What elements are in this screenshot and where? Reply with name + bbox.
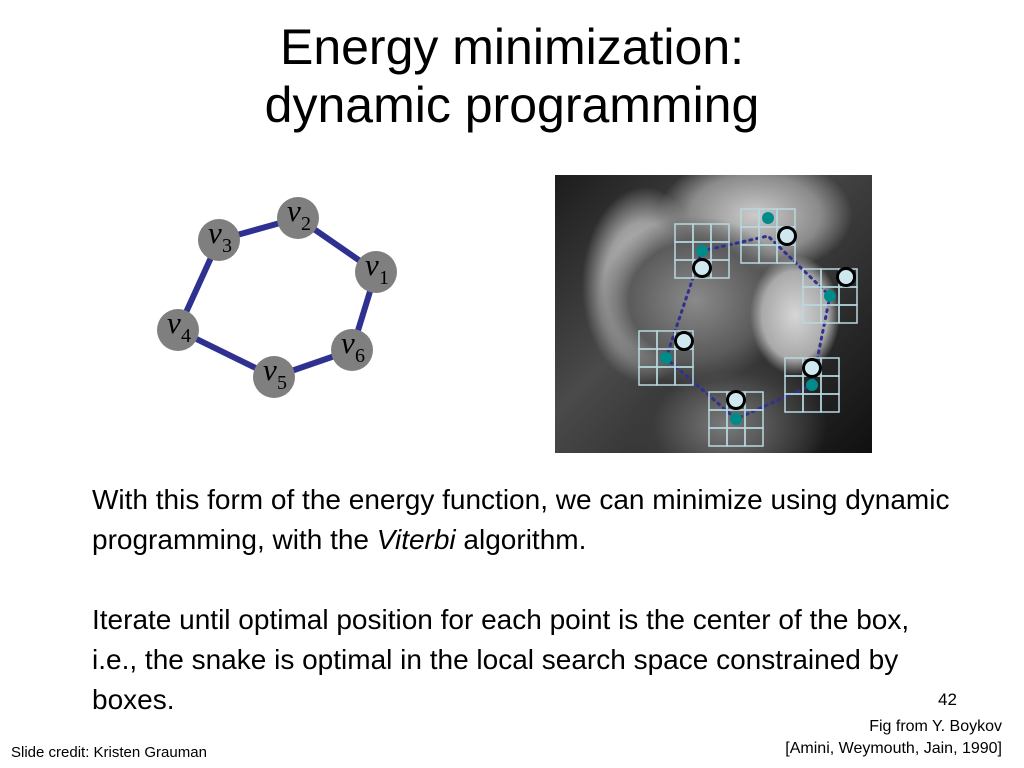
figure-source: Fig from Y. Boykov <box>869 718 1002 735</box>
grid-cell <box>759 245 777 263</box>
grid-cell <box>839 287 857 305</box>
search-box <box>675 224 729 278</box>
snake-graph-diagram <box>148 190 408 410</box>
optimal-position-dot <box>762 212 774 224</box>
grid-cell <box>803 305 821 323</box>
graph-node-v1 <box>355 247 397 293</box>
grid-cell <box>639 367 657 385</box>
paragraph-viterbi <box>92 480 952 560</box>
body-text <box>92 480 952 720</box>
mri-figure <box>555 175 872 453</box>
grid-cell <box>711 224 729 242</box>
node-label: v <box>263 352 277 387</box>
slide-title <box>0 18 1024 134</box>
grid-cell <box>711 242 729 260</box>
grid-cell <box>675 260 693 278</box>
grid-cell <box>839 305 857 323</box>
grid-cell <box>675 349 693 367</box>
search-box <box>639 331 693 385</box>
node-subscript: 3 <box>222 235 232 257</box>
node-subscript: 4 <box>181 325 191 347</box>
paragraph-iterate: Iterate until optimal position for each point is the center of the box, i.e., the snake is optimal in the local search space constrained by boxes. <box>92 604 910 715</box>
grid-cell <box>639 349 657 367</box>
grid-cell <box>741 245 759 263</box>
grid-cell <box>727 428 745 446</box>
graph-node-v2 <box>277 193 319 239</box>
node-label: v <box>287 193 301 228</box>
page-number: 42 <box>938 690 957 709</box>
optimal-position-dot <box>806 379 818 391</box>
grid-cell <box>821 394 839 412</box>
node-subscript: 5 <box>277 372 287 394</box>
grid-cell <box>657 367 675 385</box>
grid-cell <box>741 209 759 227</box>
paragraph-1-text: With this form of the energy function, we can minimize using dynamic programming, with the <box>92 484 950 555</box>
node-label: v <box>365 247 379 282</box>
optimal-position-dot <box>696 245 708 257</box>
node-subscript: 2 <box>301 213 311 235</box>
grid-cell <box>803 287 821 305</box>
graph-node-v4 <box>157 305 199 351</box>
grid-cell <box>693 224 711 242</box>
snake-point <box>728 392 745 409</box>
node-subscript: 6 <box>355 345 365 367</box>
grid-cell <box>745 428 763 446</box>
grid-cell <box>675 367 693 385</box>
optimal-position-dot <box>660 352 672 364</box>
node-label: v <box>208 215 222 250</box>
paragraph-1-end: algorithm. <box>455 524 587 555</box>
grid-cell <box>709 428 727 446</box>
graph-node-v3 <box>198 215 240 261</box>
node-label: v <box>341 325 355 360</box>
slide-credit: Slide credit: Kristen Grauman <box>11 744 207 761</box>
search-box-overlay <box>555 175 872 453</box>
grid-cell <box>711 260 729 278</box>
search-box <box>785 358 839 412</box>
snake-point <box>694 260 711 277</box>
snake-point <box>676 333 693 350</box>
title-line-1: Energy minimization: <box>279 19 745 75</box>
grid-cell <box>821 376 839 394</box>
viterbi-term: Viterbi <box>376 524 456 555</box>
grid-cell <box>803 394 821 412</box>
graph-node-v5 <box>253 352 295 398</box>
optimal-position-dot <box>824 290 836 302</box>
grid-cell <box>821 305 839 323</box>
title-line-2: dynamic programming <box>264 77 760 133</box>
grid-cell <box>785 358 803 376</box>
node-subscript: 1 <box>379 267 389 289</box>
optimal-position-dot <box>730 413 742 425</box>
snake-point <box>804 360 821 377</box>
grid-cell <box>639 331 657 349</box>
grid-cell <box>709 410 727 428</box>
citation: [Amini, Weymouth, Jain, 1990] <box>785 740 1002 757</box>
search-box <box>741 209 796 263</box>
grid-cell <box>777 209 795 227</box>
snake-point <box>779 228 796 245</box>
node-label: v <box>167 305 181 340</box>
grid-cell <box>675 224 693 242</box>
grid-cell <box>821 358 839 376</box>
graph-node-v6 <box>331 325 373 371</box>
grid-cell <box>675 242 693 260</box>
snake-point <box>838 269 855 286</box>
search-box <box>709 392 763 447</box>
